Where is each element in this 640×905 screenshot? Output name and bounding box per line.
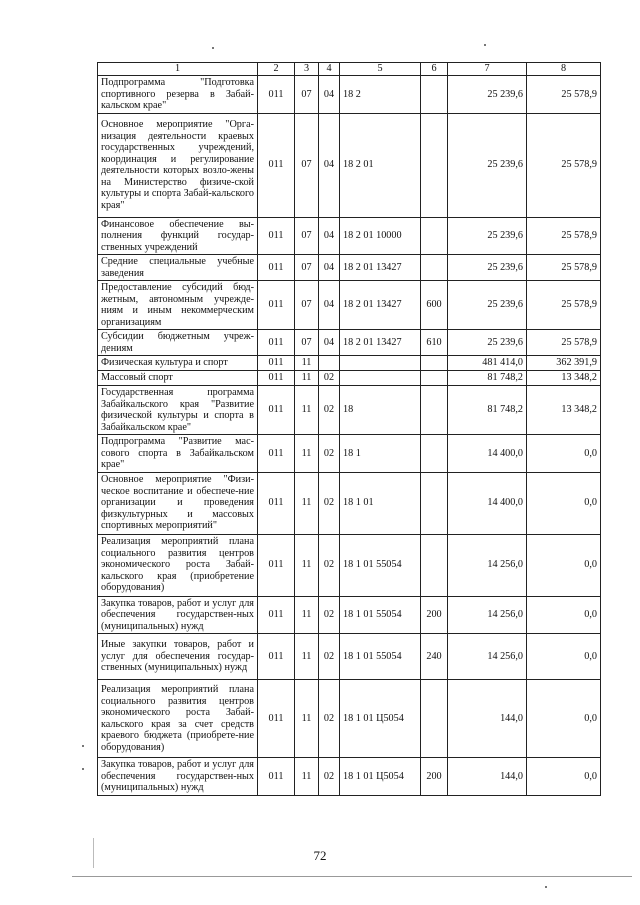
row-name-cell: Реализация мероприятий плана социального развития центров экономического роста Забай-кальского края (приобретение оборудования) [98, 534, 258, 596]
target-article-cell [340, 356, 421, 371]
target-article-cell: 18 1 01 [340, 472, 421, 534]
subsection-code-cell: 04 [319, 330, 340, 356]
header-cell: 8 [527, 63, 601, 76]
header-cell: 7 [448, 63, 527, 76]
expense-type-cell [421, 255, 448, 281]
target-article-cell: 18 2 01 [340, 113, 421, 217]
section-code-cell: 07 [295, 255, 319, 281]
subsection-code-cell: 02 [319, 386, 340, 435]
target-article-cell: 18 1 [340, 435, 421, 473]
amount-year2-cell: 13 348,2 [527, 386, 601, 435]
table-row [98, 371, 601, 386]
row-name-cell: Средние специальные учебные заведения [98, 255, 258, 281]
amount-year2-cell: 25 578,9 [527, 113, 601, 217]
table-header-row [98, 63, 601, 76]
amount-year2-cell: 0,0 [527, 472, 601, 534]
section-code-cell: 11 [295, 534, 319, 596]
expense-type-cell [421, 534, 448, 596]
table-row [98, 255, 601, 281]
table-row [98, 281, 601, 330]
section-code-cell: 11 [295, 758, 319, 796]
expense-type-cell: 610 [421, 330, 448, 356]
amount-year1-cell: 25 239,6 [448, 281, 527, 330]
amount-year1-cell: 25 239,6 [448, 113, 527, 217]
expense-type-cell [421, 217, 448, 255]
subsection-code-cell: 02 [319, 371, 340, 386]
scan-speck [545, 886, 547, 888]
scan-edge-line [72, 876, 632, 877]
row-name-cell: Физическая культура и спорт [98, 356, 258, 371]
section-code-cell: 07 [295, 330, 319, 356]
amount-year1-cell: 14 256,0 [448, 534, 527, 596]
expense-type-cell: 200 [421, 596, 448, 634]
subsection-code-cell: 04 [319, 76, 340, 114]
table-row [98, 634, 601, 680]
scan-edge-line [93, 838, 94, 868]
header-cell: 3 [295, 63, 319, 76]
amount-year2-cell: 0,0 [527, 534, 601, 596]
target-article-cell: 18 1 01 Ц5054 [340, 758, 421, 796]
row-name-cell: Массовый спорт [98, 371, 258, 386]
amount-year1-cell: 25 239,6 [448, 76, 527, 114]
expense-type-cell [421, 386, 448, 435]
target-article-cell [340, 371, 421, 386]
row-name-cell: Подпрограмма "Развитие мас-сового спорта в Забайкальском крае" [98, 435, 258, 473]
amount-year2-cell: 13 348,2 [527, 371, 601, 386]
subsection-code-cell: 02 [319, 758, 340, 796]
section-code-cell: 11 [295, 356, 319, 371]
section-code-cell: 11 [295, 596, 319, 634]
amount-year2-cell: 25 578,9 [527, 281, 601, 330]
subsection-code-cell: 04 [319, 113, 340, 217]
header-cell: 4 [319, 63, 340, 76]
row-name-cell: Субсидии бюджетным учреж-дениям [98, 330, 258, 356]
table-row [98, 356, 601, 371]
expense-type-cell: 200 [421, 758, 448, 796]
table-body [98, 76, 601, 796]
page-number: 72 [313, 848, 327, 863]
amount-year2-cell: 25 578,9 [527, 76, 601, 114]
subsection-code-cell: 02 [319, 634, 340, 680]
admin-code-cell: 011 [258, 217, 295, 255]
row-name-cell: Предоставление субсидий бюд-жетным, автономным учрежде-ниям и иным некоммерческим организациям [98, 281, 258, 330]
amount-year2-cell: 0,0 [527, 680, 601, 758]
amount-year1-cell: 81 748,2 [448, 371, 527, 386]
admin-code-cell: 011 [258, 435, 295, 473]
table-row [98, 330, 601, 356]
target-article-cell: 18 1 01 55054 [340, 596, 421, 634]
amount-year2-cell: 25 578,9 [527, 255, 601, 281]
admin-code-cell: 011 [258, 113, 295, 217]
admin-code-cell: 011 [258, 472, 295, 534]
admin-code-cell: 011 [258, 371, 295, 386]
section-code-cell: 11 [295, 371, 319, 386]
target-article-cell: 18 2 01 10000 [340, 217, 421, 255]
target-article-cell: 18 2 01 13427 [340, 255, 421, 281]
admin-code-cell: 011 [258, 386, 295, 435]
admin-code-cell: 011 [258, 255, 295, 281]
admin-code-cell: 011 [258, 330, 295, 356]
scan-speck [212, 47, 214, 49]
expense-type-cell [421, 76, 448, 114]
header-cell: 2 [258, 63, 295, 76]
amount-year1-cell: 144,0 [448, 758, 527, 796]
subsection-code-cell: 02 [319, 534, 340, 596]
expense-type-cell: 240 [421, 634, 448, 680]
amount-year2-cell: 25 578,9 [527, 217, 601, 255]
expense-type-cell [421, 472, 448, 534]
admin-code-cell: 011 [258, 680, 295, 758]
section-code-cell: 11 [295, 435, 319, 473]
target-article-cell: 18 1 01 55054 [340, 634, 421, 680]
table-row [98, 435, 601, 473]
section-code-cell: 11 [295, 634, 319, 680]
section-code-cell: 11 [295, 472, 319, 534]
subsection-code-cell: 02 [319, 680, 340, 758]
subsection-code-cell: 02 [319, 435, 340, 473]
admin-code-cell: 011 [258, 76, 295, 114]
expense-type-cell [421, 371, 448, 386]
amount-year2-cell: 0,0 [527, 634, 601, 680]
target-article-cell: 18 [340, 386, 421, 435]
table-row [98, 534, 601, 596]
expense-type-cell [421, 356, 448, 371]
amount-year1-cell: 14 400,0 [448, 435, 527, 473]
subsection-code-cell: 04 [319, 281, 340, 330]
section-code-cell: 07 [295, 76, 319, 114]
table-row [98, 113, 601, 217]
scan-speck [82, 745, 84, 747]
header-cell: 5 [340, 63, 421, 76]
section-code-cell: 07 [295, 281, 319, 330]
table-row [98, 472, 601, 534]
expense-type-cell [421, 680, 448, 758]
table-row [98, 680, 601, 758]
target-article-cell: 18 1 01 Ц5054 [340, 680, 421, 758]
expense-type-cell [421, 435, 448, 473]
table-row [98, 386, 601, 435]
row-name-cell: Основное мероприятие "Физи-ческое воспитание и обеспече-ние организации и проведения физкультурных и массовых спортивных мероприятий" [98, 472, 258, 534]
header-cell: 1 [98, 63, 258, 76]
row-name-cell: Закупка товаров, работ и услуг для обеспечения государствен-ных (муниципальных) нужд [98, 758, 258, 796]
expense-type-cell [421, 113, 448, 217]
target-article-cell: 18 2 [340, 76, 421, 114]
scan-speck [82, 768, 84, 770]
admin-code-cell: 011 [258, 758, 295, 796]
row-name-cell: Финансовое обеспечение вы-полнения функций государ-ственных учреждений [98, 217, 258, 255]
budget-table [97, 62, 601, 796]
subsection-code-cell: 02 [319, 472, 340, 534]
amount-year1-cell: 25 239,6 [448, 255, 527, 281]
admin-code-cell: 011 [258, 634, 295, 680]
subsection-code-cell: 02 [319, 596, 340, 634]
table-row [98, 758, 601, 796]
section-code-cell: 07 [295, 217, 319, 255]
table-row [98, 217, 601, 255]
admin-code-cell: 011 [258, 596, 295, 634]
target-article-cell: 18 1 01 55054 [340, 534, 421, 596]
target-article-cell: 18 2 01 13427 [340, 330, 421, 356]
amount-year2-cell: 25 578,9 [527, 330, 601, 356]
expense-type-cell: 600 [421, 281, 448, 330]
row-name-cell: Закупка товаров, работ и услуг для обеспечения государствен-ных (муниципальных) нужд [98, 596, 258, 634]
amount-year2-cell: 0,0 [527, 435, 601, 473]
subsection-code-cell [319, 356, 340, 371]
amount-year2-cell: 0,0 [527, 596, 601, 634]
table-row [98, 76, 601, 114]
scan-speck [484, 44, 486, 46]
header-cell: 6 [421, 63, 448, 76]
admin-code-cell: 011 [258, 356, 295, 371]
section-code-cell: 11 [295, 386, 319, 435]
amount-year2-cell: 0,0 [527, 758, 601, 796]
target-article-cell: 18 2 01 13427 [340, 281, 421, 330]
amount-year1-cell: 25 239,6 [448, 217, 527, 255]
row-name-cell: Основное мероприятие "Орга-низация деятельности краевых государственных учреждений, координация и регулирование деятельности которых возло-жены на Министерство физиче-ской культуры и спорта Забай-кальского края" [98, 113, 258, 217]
admin-code-cell: 011 [258, 281, 295, 330]
admin-code-cell: 011 [258, 534, 295, 596]
subsection-code-cell: 04 [319, 255, 340, 281]
row-name-cell: Реализация мероприятий плана социального развития центров экономического роста Забай-кальского края за счет средств краевого бюджета (приобрете-ние оборудования) [98, 680, 258, 758]
amount-year2-cell: 362 391,9 [527, 356, 601, 371]
amount-year1-cell: 14 256,0 [448, 596, 527, 634]
row-name-cell: Иные закупки товаров, работ и услуг для обеспечения государ-ственных (муниципальных) нужд [98, 634, 258, 680]
row-name-cell: Подпрограмма "Подготовка спортивного резерва в Забай-кальском крае" [98, 76, 258, 114]
section-code-cell: 07 [295, 113, 319, 217]
amount-year1-cell: 14 256,0 [448, 634, 527, 680]
amount-year1-cell: 81 748,2 [448, 386, 527, 435]
table-row [98, 596, 601, 634]
amount-year1-cell: 144,0 [448, 680, 527, 758]
row-name-cell: Государственная программа Забайкальского края "Развитие физической культуры и спорта в Забайкальском крае" [98, 386, 258, 435]
amount-year1-cell: 481 414,0 [448, 356, 527, 371]
subsection-code-cell: 04 [319, 217, 340, 255]
section-code-cell: 11 [295, 680, 319, 758]
amount-year1-cell: 25 239,6 [448, 330, 527, 356]
amount-year1-cell: 14 400,0 [448, 472, 527, 534]
